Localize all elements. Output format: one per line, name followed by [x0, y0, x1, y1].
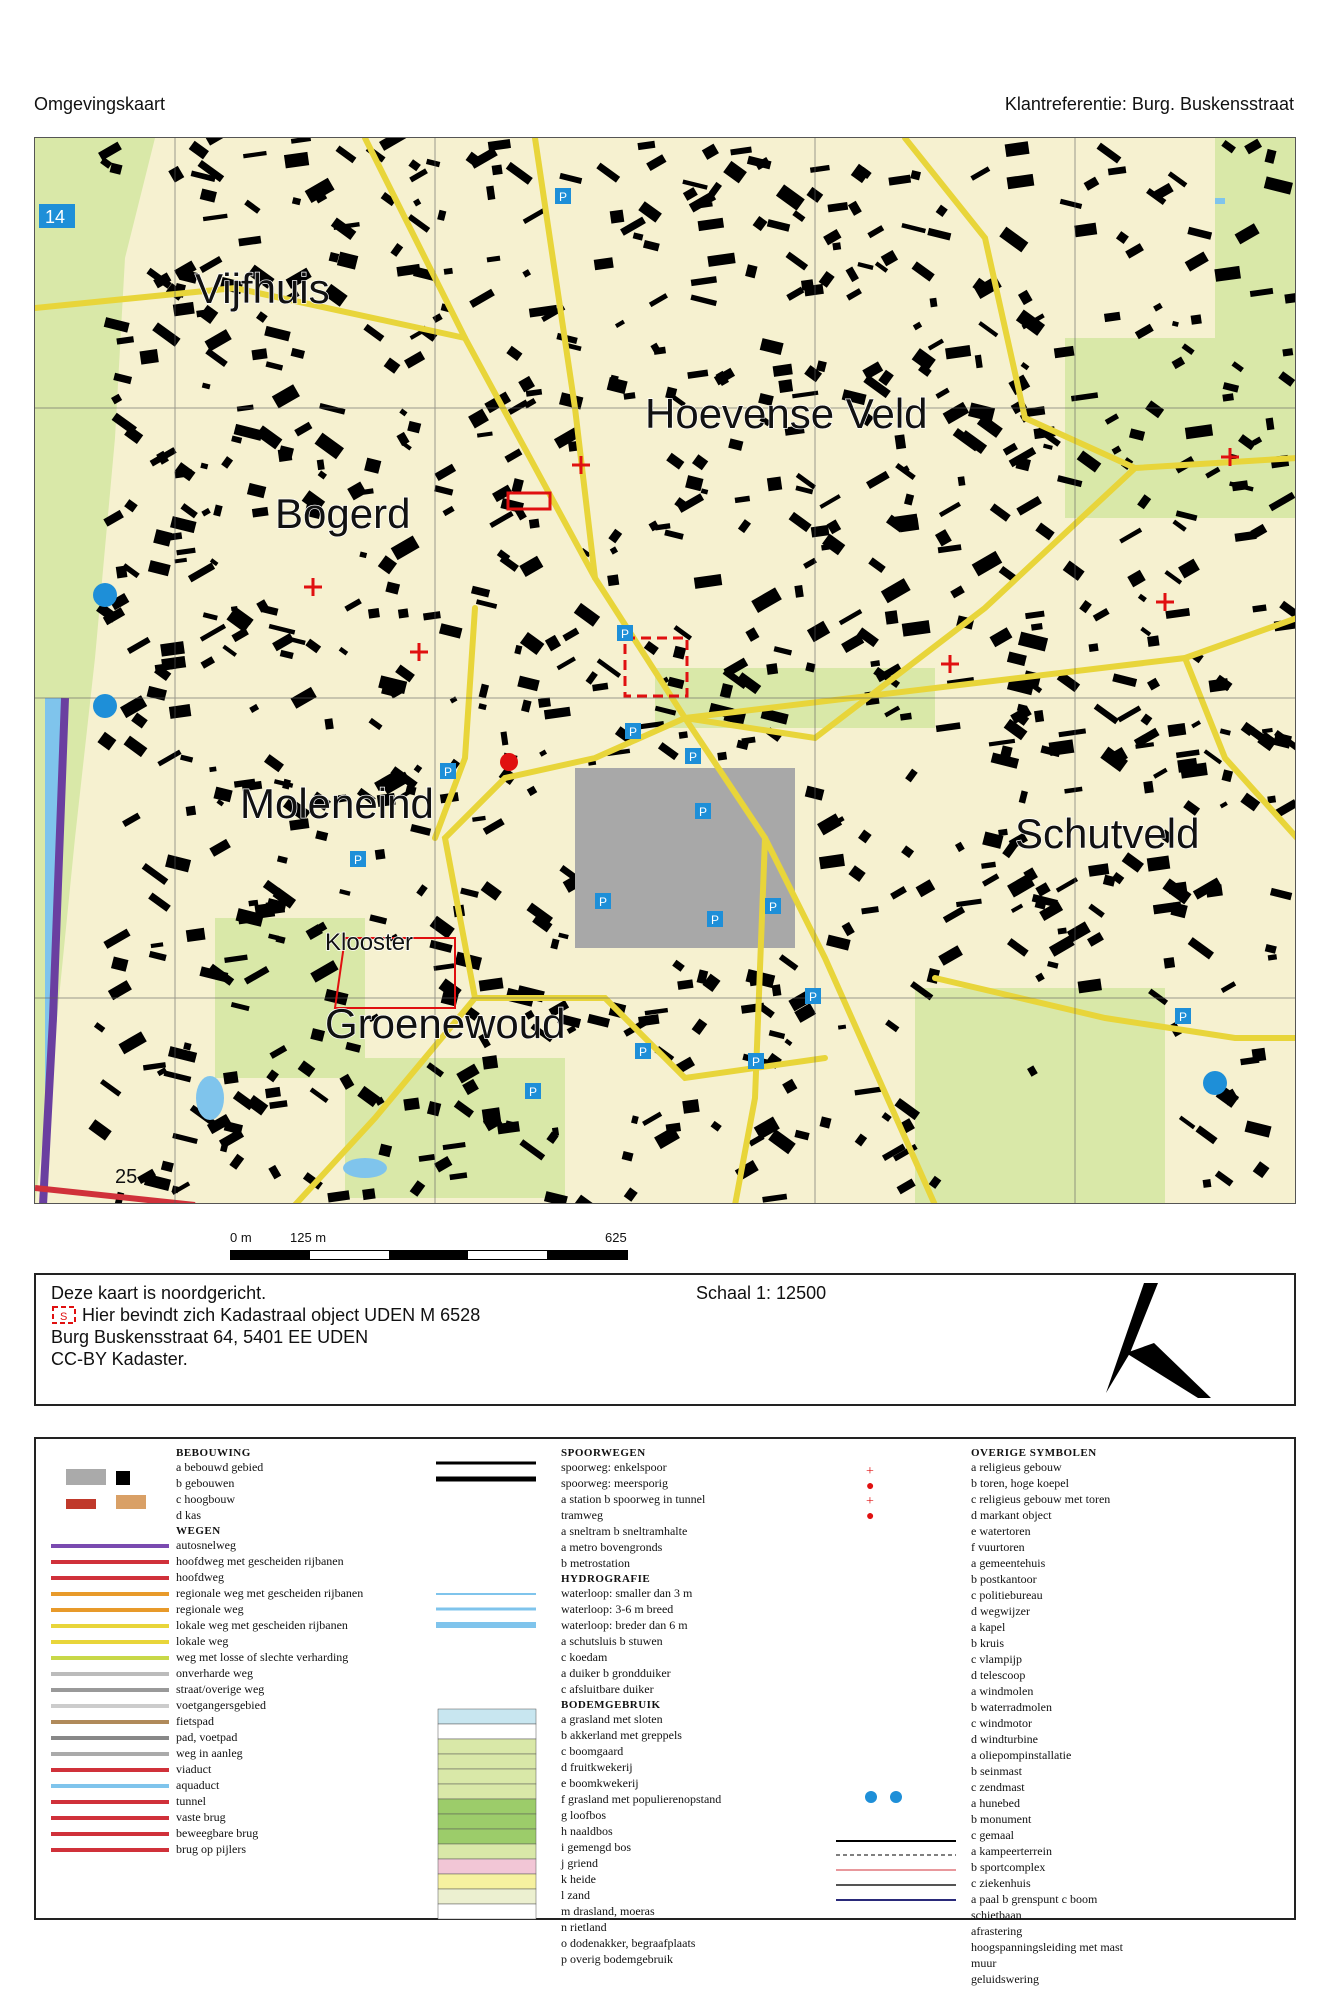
- legend-item-label: autosnelweg: [176, 1538, 236, 1552]
- building: [1147, 635, 1159, 646]
- built-area-symbol: [66, 1469, 106, 1485]
- legend-symbol-glyph: +: [866, 1464, 874, 1479]
- parking-glyph: P: [699, 805, 708, 819]
- building: [1143, 781, 1154, 794]
- landuse-swatch: [438, 1709, 536, 1724]
- building: [251, 348, 267, 360]
- parking-glyph: P: [809, 990, 818, 1004]
- legend-item-label: e watertoren: [971, 1524, 1031, 1538]
- legend-item-label: a windmolen: [971, 1684, 1034, 1698]
- parking-glyph: P: [559, 190, 568, 204]
- parking-glyph: P: [444, 765, 453, 779]
- legend-item-label: spoorweg: meersporig: [561, 1476, 668, 1490]
- legend-item-label: a sneltram b sneltramhalte: [561, 1524, 688, 1538]
- place-schutveld: Schutveld: [1015, 810, 1200, 857]
- legend-section-title: OVERIGE SYMBOLEN: [971, 1447, 1097, 1459]
- building: [930, 298, 938, 308]
- building: [832, 242, 841, 250]
- kadastraal-marker-icon: [51, 1305, 77, 1325]
- object-line: [51, 1305, 480, 1326]
- building: [1034, 710, 1044, 722]
- legend-item-label: tramweg: [561, 1508, 603, 1522]
- legend-item-label: d wegwijzer: [971, 1604, 1030, 1618]
- sports-complex-icon: [93, 694, 117, 718]
- building: [794, 585, 803, 598]
- legend-item-label: c afsluitbare duiker: [561, 1682, 654, 1696]
- legend-section-title: SPOORWEGEN: [561, 1447, 646, 1459]
- building: [529, 519, 540, 529]
- legend-item-label: n rietland: [561, 1920, 607, 1934]
- legend-item-label: d kas: [176, 1508, 201, 1522]
- building: [209, 766, 216, 772]
- legend-item-label: d windturbine: [971, 1732, 1038, 1746]
- building: [885, 610, 899, 624]
- legend-section-title: BEBOUWING: [176, 1447, 251, 1459]
- license-text: CC-BY Kadaster.: [51, 1349, 188, 1369]
- topographic-map[interactable]: [34, 137, 1296, 1204]
- building: [682, 1099, 699, 1114]
- legend-item-label: l zand: [561, 1888, 590, 1902]
- legend-item-label: hoofdweg met gescheiden rijbanen: [176, 1554, 344, 1568]
- legend-item-label: h naaldbos: [561, 1824, 613, 1838]
- legend-item-label: b postkantoor: [971, 1572, 1037, 1586]
- legend-item-label: spoorweg: enkelspoor: [561, 1460, 667, 1474]
- landuse-swatch: [438, 1814, 536, 1829]
- legend-item: [971, 1923, 1123, 1939]
- legend-item-label: c hoogbouw: [176, 1492, 235, 1506]
- legend-item-label: brug op pijlers: [176, 1842, 246, 1856]
- landuse-swatch: [438, 1724, 536, 1739]
- legend-item-label: aquaduct: [176, 1778, 220, 1792]
- legend-item-label: k heide: [561, 1872, 596, 1886]
- building: [375, 849, 386, 860]
- building: [766, 663, 778, 675]
- legend-item-label: b akkerland met greppels: [561, 1728, 682, 1742]
- legend-item-label: c gemaal: [971, 1828, 1014, 1842]
- legend-item-label: lokale weg met gescheiden rijbanen: [176, 1618, 348, 1632]
- landuse-swatch: [438, 1844, 536, 1859]
- highrise-symbol: [66, 1499, 96, 1509]
- building: [317, 459, 325, 470]
- building: [403, 1097, 420, 1110]
- legend-section-title: WEGEN: [176, 1525, 221, 1537]
- place-bogerd: Bogerd: [275, 490, 411, 537]
- legend-item-label: regionale weg: [176, 1602, 244, 1616]
- parking-glyph: P: [629, 725, 638, 739]
- legend-item-label: a metro bovengronds: [561, 1540, 663, 1554]
- building: [1167, 723, 1186, 737]
- building: [223, 1071, 239, 1084]
- legend-section-title: HYDROGRAFIE: [561, 1573, 651, 1585]
- orientation-note: Deze kaart is noordgericht.: [51, 1283, 267, 1303]
- legend-item-label: c ziekenhuis: [971, 1876, 1031, 1890]
- building: [899, 517, 919, 532]
- legend-item-label: m drasland, moeras: [561, 1904, 655, 1918]
- legend-item-label: c koedam: [561, 1650, 608, 1664]
- legend-item-label: fietspad: [176, 1714, 214, 1728]
- landuse-swatch: [438, 1829, 536, 1844]
- building: [1191, 314, 1202, 324]
- legend-item-label: f grasland met populierenopstand: [561, 1792, 722, 1806]
- legend-item-label: a hunebed: [971, 1796, 1020, 1810]
- parking-glyph: P: [769, 900, 778, 914]
- building: [717, 752, 727, 761]
- map-scale: Schaal 1: 12500: [696, 1283, 827, 1303]
- legend-symbol-glyph: ●: [866, 1509, 875, 1524]
- building: [482, 1055, 498, 1069]
- legend-item-label: p overig bodemgebruik: [561, 1952, 673, 1966]
- legend-poi-symbol: [865, 1791, 877, 1803]
- building: [140, 349, 159, 365]
- legend-item-label: onverharde weg: [176, 1666, 253, 1680]
- legend-item: [971, 1971, 1123, 1987]
- legend-item-label: a oliepompinstallatie: [971, 1748, 1072, 1762]
- legend-item-label: b seinmast: [971, 1764, 1022, 1778]
- legend-item-label: a bebouwd gebied: [176, 1460, 264, 1474]
- legend-item-label: pad, voetpad: [176, 1730, 238, 1744]
- legend-item-label: d telescoop: [971, 1668, 1026, 1682]
- building: [444, 268, 453, 275]
- building: [492, 165, 503, 176]
- building: [324, 718, 333, 729]
- place-vijfhuis: Vijfhuis: [195, 265, 330, 312]
- legend-item-label: a duiker b grondduiker: [561, 1666, 671, 1680]
- legend-poi-symbol: [890, 1791, 902, 1803]
- building: [772, 984, 782, 996]
- landuse-swatch: [438, 1739, 536, 1754]
- legend-item-label: b gebouwen: [176, 1476, 235, 1490]
- legend-item-label: f vuurtoren: [971, 1540, 1025, 1554]
- legend-symbol-glyph: ●: [866, 1479, 875, 1494]
- legend-item-label: lokale weg: [176, 1634, 229, 1648]
- parking-glyph: P: [354, 853, 363, 867]
- legend-item-label: c politiebureau: [971, 1588, 1043, 1602]
- legend-item-label: viaduct: [176, 1762, 212, 1776]
- building: [1089, 643, 1099, 652]
- parking-glyph: P: [639, 1045, 648, 1059]
- scale-segment: [547, 1251, 627, 1259]
- landuse-swatch: [438, 1859, 536, 1874]
- scale-label-125: 125 m: [290, 1230, 327, 1245]
- legend-section-title: BODEMGEBRUIK: [561, 1699, 661, 1711]
- legend-item-label: beweegbare brug: [176, 1826, 259, 1840]
- legend-item-label: vaste brug: [176, 1810, 226, 1824]
- building: [186, 806, 197, 816]
- legend-item-label: a paal b grenspunt c boom: [971, 1892, 1098, 1906]
- legend-symbols: [36, 1439, 1298, 1922]
- grid-label-14: 14: [45, 207, 66, 227]
- building: [607, 574, 619, 586]
- legend-item-label: a kapel: [971, 1620, 1006, 1634]
- legend-item-label: weg in aanleg: [176, 1746, 243, 1760]
- place-hoevense-veld: Hoevense Veld: [645, 390, 928, 437]
- legend-item-label: j griend: [561, 1856, 598, 1870]
- building: [1164, 957, 1176, 968]
- parking-glyph: P: [621, 627, 630, 641]
- legend-item-label: c religieus gebouw met toren: [971, 1492, 1111, 1506]
- place-groenewoud: Groenewoud: [325, 1000, 566, 1047]
- landuse-swatch: [438, 1769, 536, 1784]
- legend-item-label: a schutsluis b stuwen: [561, 1634, 663, 1648]
- parking-glyph: P: [1179, 1010, 1188, 1024]
- place-klooster: Klooster: [325, 929, 414, 956]
- building: [1252, 1048, 1267, 1062]
- building: [398, 608, 409, 618]
- building: [362, 1188, 376, 1200]
- svg-text:S: S: [60, 1311, 68, 1323]
- legend-item-label: tunnel: [176, 1794, 206, 1808]
- building: [368, 608, 380, 619]
- legend-symbol-glyph: +: [866, 1494, 874, 1509]
- legend-item-label: weg met losse of slechte verharding: [176, 1650, 349, 1664]
- parking-glyph: P: [689, 750, 698, 764]
- legend-item: [561, 1951, 721, 1967]
- legend-item-label: c boomgaard: [561, 1744, 624, 1758]
- legend-item-label: b kruis: [971, 1636, 1004, 1650]
- legend-item-label: d markant object: [971, 1508, 1052, 1522]
- grid-label-25: 25: [115, 1166, 138, 1188]
- info-box: [34, 1273, 1296, 1406]
- legend-item-label: d fruitkwekerij: [561, 1760, 633, 1774]
- building: [958, 476, 966, 486]
- legend-item-label: b toren, hoge koepel: [971, 1476, 1069, 1490]
- sports-complex-icon: [1203, 1071, 1227, 1095]
- legend-item-label: waterloop: smaller dan 3 m: [561, 1586, 693, 1600]
- place-moleneind: Moleneind: [240, 780, 434, 827]
- legend-item-label: waterloop: breder dan 6 m: [561, 1618, 688, 1632]
- parking-glyph: P: [711, 913, 720, 927]
- legend-item-label: waterloop: 3-6 m breed: [561, 1602, 674, 1616]
- legend-item-label: hoogspanningsleiding met mast: [971, 1940, 1123, 1954]
- landmark-dot: [500, 753, 518, 771]
- legend-item-label: c vlampijp: [971, 1652, 1022, 1666]
- legend-item-label: straat/overige weg: [176, 1682, 265, 1696]
- scale-segment: [231, 1251, 310, 1259]
- landuse-swatch: [438, 1874, 536, 1889]
- kadastraal-object-text: Hier bevindt zich Kadastraal object UDEN M 6528: [82, 1305, 481, 1325]
- legend-item-label: g loofbos: [561, 1808, 606, 1822]
- legend-item: [971, 1939, 1123, 1955]
- legend-item-label: b waterradmolen: [971, 1700, 1052, 1714]
- parking-glyph: P: [529, 1085, 538, 1099]
- scale-segment: [389, 1251, 468, 1259]
- legend-item-label: e boomkwekerij: [561, 1776, 639, 1790]
- landuse-swatch: [438, 1889, 536, 1904]
- scale-track: [230, 1250, 628, 1260]
- building: [679, 731, 688, 739]
- legend-item-label: a gemeentehuis: [971, 1556, 1046, 1570]
- building: [1203, 1179, 1212, 1188]
- building: [186, 928, 206, 942]
- legend-item-label: hoofdweg: [176, 1570, 224, 1584]
- map-header-title: Omgevingskaart: [34, 94, 166, 114]
- scale-label-625: 625: [605, 1230, 627, 1245]
- legend-item-label: a religieus gebouw: [971, 1460, 1062, 1474]
- landuse-swatch: [438, 1799, 536, 1814]
- building: [538, 697, 551, 707]
- address-text: Burg Buskensstraat 64, 5401 EE UDEN: [51, 1327, 369, 1347]
- building: [116, 566, 128, 579]
- legend-item-label: geluidswering: [971, 1972, 1039, 1986]
- building: [610, 210, 625, 224]
- legend-item-label: muur: [971, 1956, 997, 1970]
- legend-item: [971, 1955, 1123, 1971]
- legend-item-label: a grasland met sloten: [561, 1712, 663, 1726]
- legend-item-label: c zendmast: [971, 1780, 1025, 1794]
- scale-bar: [230, 1230, 630, 1270]
- legend-item-label: b sportcomplex: [971, 1860, 1046, 1874]
- legend-item-label: regionale weg met gescheiden rijbanen: [176, 1586, 364, 1600]
- building: [265, 1087, 281, 1098]
- legend-item-label: a station b spoorweg in tunnel: [561, 1492, 706, 1506]
- legend-item-label: c windmotor: [971, 1716, 1032, 1730]
- parking-glyph: P: [752, 1055, 761, 1069]
- legend-item: [561, 1935, 721, 1951]
- legend-item-label: schietbaan: [971, 1908, 1022, 1922]
- building: [1057, 927, 1066, 934]
- building: [767, 477, 782, 492]
- landuse-swatch: [438, 1784, 536, 1799]
- legend-item-label: a kampeerterrein: [971, 1844, 1052, 1858]
- legend-item-label: i gemengd bos: [561, 1840, 631, 1854]
- client-reference: Klantreferentie: Burg. Buskensstraat: [1004, 94, 1294, 114]
- landuse-swatch: [438, 1754, 536, 1769]
- legend-item-label: b metrostation: [561, 1556, 630, 1570]
- greenhouse-symbol: [116, 1495, 146, 1509]
- north-arrow-icon: [1106, 1283, 1216, 1398]
- landuse-swatch: [438, 1904, 536, 1919]
- legend-item-label: afrastering: [971, 1924, 1023, 1938]
- scale-label-0: 0 m: [230, 1230, 252, 1245]
- building: [1282, 348, 1293, 356]
- parking-glyph: P: [599, 895, 608, 909]
- legend-item-label: o dodenakker, begraafplaats: [561, 1936, 696, 1950]
- sports-complex-icon: [93, 583, 117, 607]
- building-symbol: [116, 1471, 130, 1485]
- legend-item-label: voetgangersgebied: [176, 1698, 266, 1712]
- legend-box: [34, 1437, 1296, 1986]
- legend-item-label: b monument: [971, 1812, 1032, 1826]
